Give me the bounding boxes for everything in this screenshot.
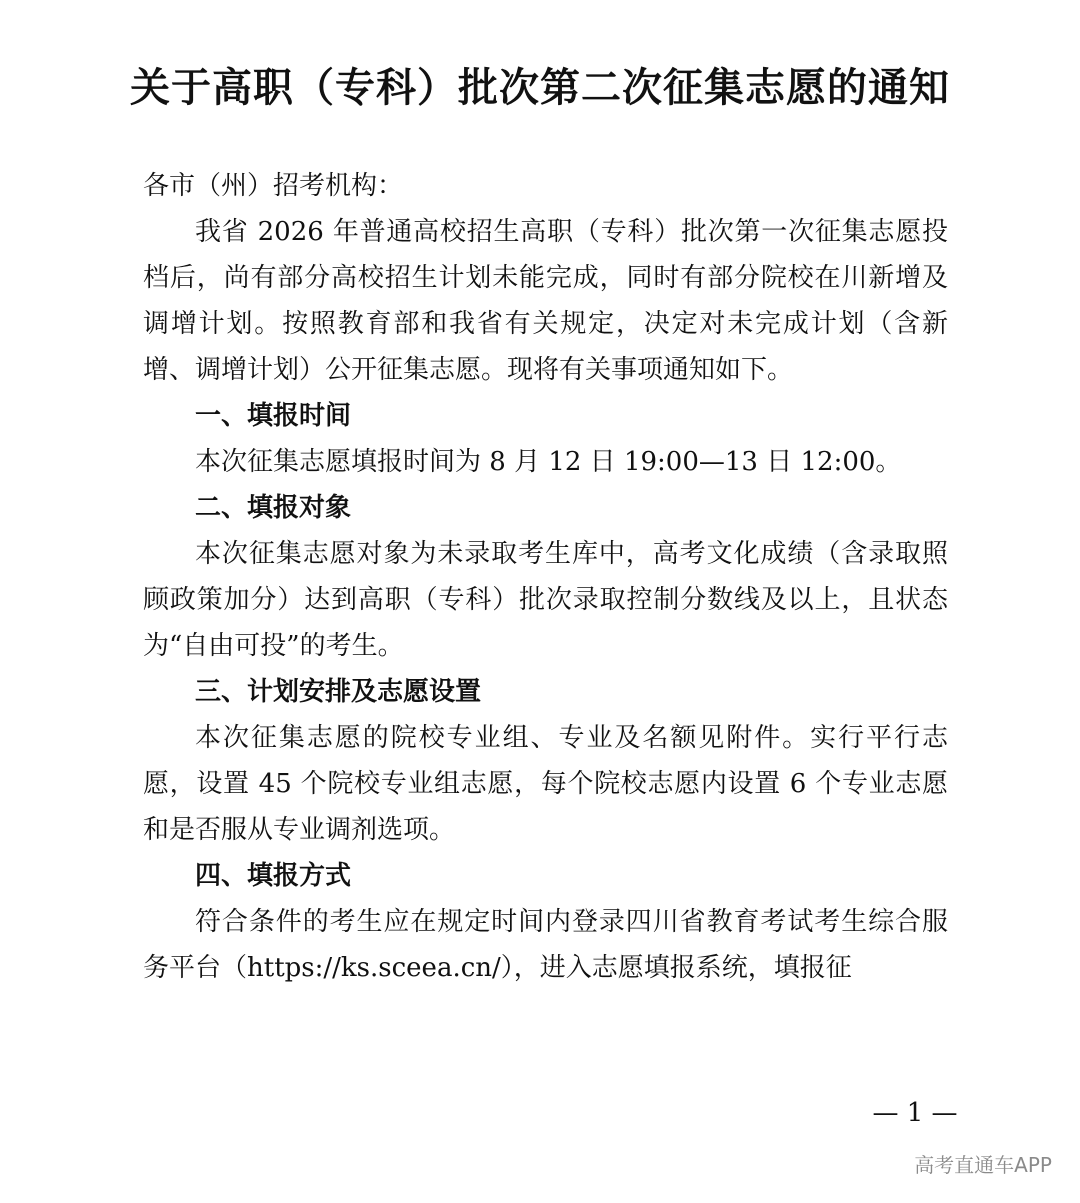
section-heading-plan: 三、计划安排及志愿设置 bbox=[195, 677, 482, 707]
watermark-text: 高考直通车APP bbox=[914, 1153, 1052, 1177]
section-text-target: 本次征集志愿对象为未录取考生库中，高考文化成绩（含录取照顾政策加分）达到高职（专科）批次录取控制分数线及以上，且状态为“自由可投”的考生。 bbox=[143, 539, 948, 661]
section-heading-time: 一、填报时间 bbox=[195, 401, 352, 431]
page-number: — 1 — bbox=[872, 1098, 958, 1128]
section-text-method: 符合条件的考生应在规定时间内登录四川省教育考试考生综合服务平台（https://ks.sceea.cn/），进入志愿填报系统，填报征 bbox=[143, 907, 948, 983]
intro-paragraph: 我省 2026 年普通高校招生高职（专科）批次第一次征集志愿投档后，尚有部分高校招生计划未能完成，同时有部分院校在川新增及调增计划。按照教育部和我省有关规定，决定对未完成计划（含新增、调增计划）公开征集志愿。现将有关事项通知如下。 bbox=[143, 217, 948, 385]
section-text-time: 本次征集志愿填报时间为 8 月 12 日 19:00—13 日 12:00。 bbox=[195, 447, 902, 477]
section-heading-target: 二、填报对象 bbox=[195, 493, 352, 523]
document-title: 关于高职（专科）批次第二次征集志愿的通知 bbox=[130, 64, 950, 111]
section-text-plan: 本次征集志愿的院校专业组、专业及名额见附件。实行平行志愿，设置 45 个院校专业组志愿，每个院校志愿内设置 6 个专业志愿和是否服从专业调剂选项。 bbox=[143, 723, 948, 845]
document-body bbox=[143, 163, 948, 991]
section-heading-method: 四、填报方式 bbox=[195, 861, 352, 891]
salutation: 各市（州）招考机构： bbox=[143, 171, 404, 201]
